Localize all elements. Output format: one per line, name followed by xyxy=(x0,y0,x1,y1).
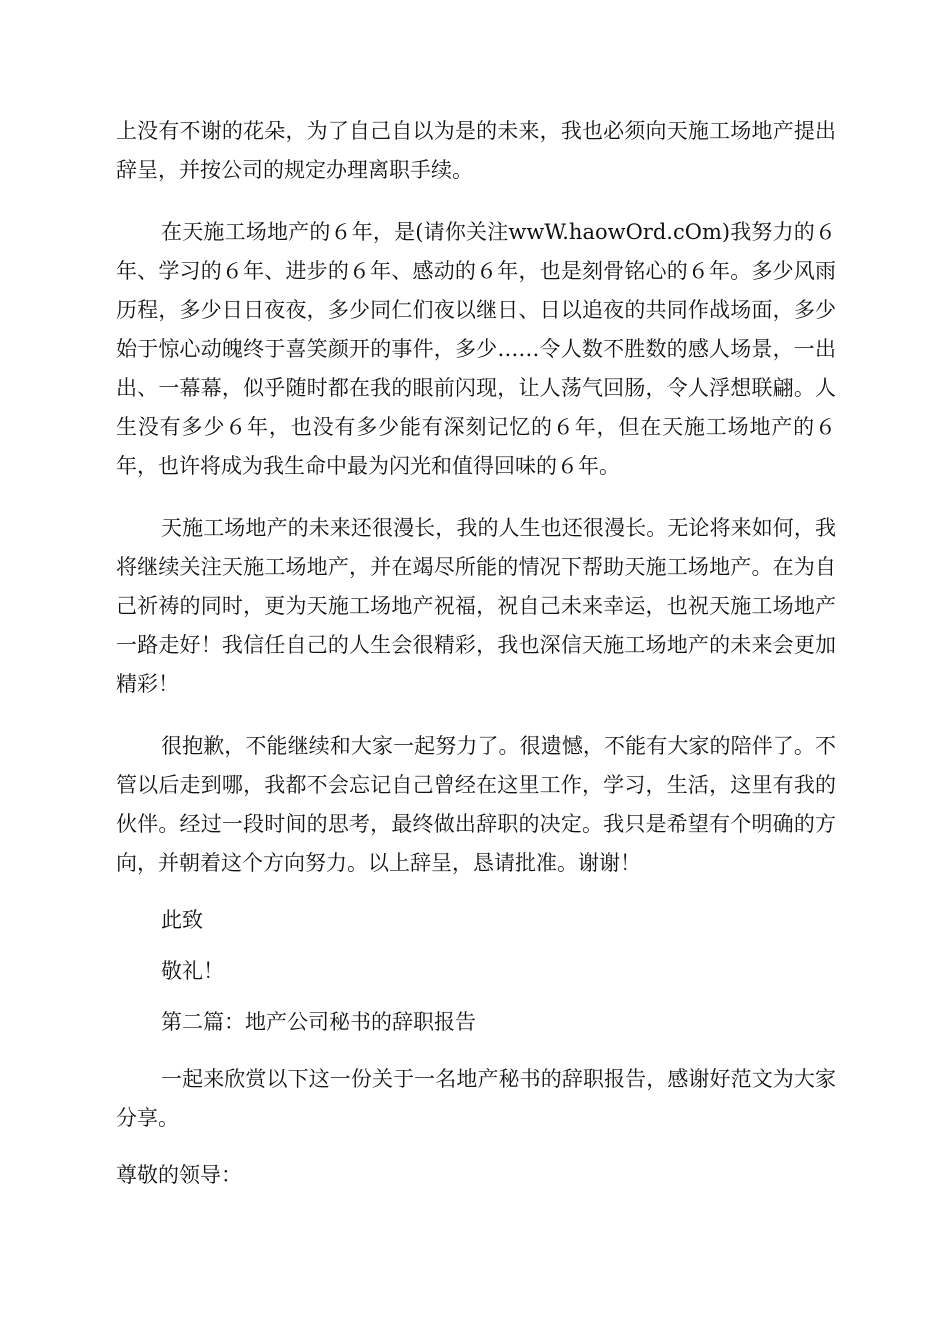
paragraph-continuation: 上没有不谢的花朵，为了自己自以为是的未来，我也必须向天施工场地产提出辞呈，并按公司的规定办理离职手续。 xyxy=(116,119,836,182)
document-page xyxy=(116,112,836,1195)
salutation: 尊敬的领导： xyxy=(116,1163,242,1187)
section-title: 第二篇：地产公司秘书的辞职报告 xyxy=(161,1010,476,1034)
paragraph-intro: 一起来欣赏以下这一份关于一名地产秘书的辞职报告，感谢好范文为大家分享。 xyxy=(116,1067,836,1130)
paragraph-future: 天施工场地产的未来还很漫长，我的人生也还很漫长。无论将来如何，我将继续关注天施工场地产，并在竭尽所能的情况下帮助天施工场地产。在为自己祈祷的同时，更为天施工场地产祝福，祝自己未来幸运，也祝天施工场地产一路走好！我信任自己的人生会很精彩，我也深信天施工场地产的未来会更加精彩！ xyxy=(116,516,836,696)
closing-regards: 此致 xyxy=(161,908,203,932)
closing-salute: 敬礼！ xyxy=(161,959,224,983)
paragraph-apology: 很抱歉，不能继续和大家一起努力了。很遗憾，不能有大家的陪伴了。不管以后走到哪，我都不会忘记自己曾经在这里工作，学习，生活，这里有我的伙伴。经过一段时间的思考，最终做出辞职的决定。我只是希望有个明确的方向，并朝着这个方向努力。以上辞呈，恳请批准。谢谢！ xyxy=(116,734,836,875)
paragraph-six-years: 在天施工场地产的６年，是(请你关注wwW.haowOrd.cOm)我努力的６年、学习的６年、进步的６年、感动的６年，也是刻骨铭心的６年。多少风雨历程，多少日日夜夜，多少同仁们夜以继日、日以追夜的共同作战场面，多少始于惊心动魄终于喜笑颜开的事件，多少……令人数不胜数的感人场景，一出出、一幕幕，似乎随时都在我的眼前闪现，让人荡气回肠，令人浮想联翩。人生没有多少６年，也没有多少能有深刻记忆的６年，但在天施工场地产的６年，也许将成为我生命中最为闪光和值得回味的６年。 xyxy=(116,220,836,478)
